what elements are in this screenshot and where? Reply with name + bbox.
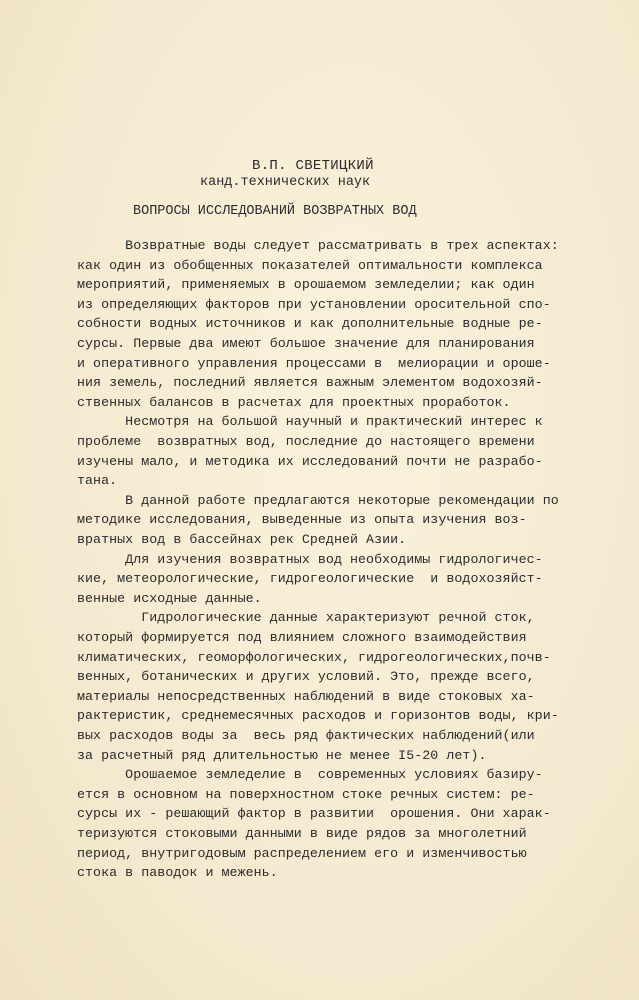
text-line: вых расходов воды за весь ряд фактических наблюдений(или [77,728,535,743]
text-line: из определяющих факторов при установлении оросительной спо- [77,296,551,312]
text-line: кие, метеорологические, гидрогеологические и водохозяйст- [77,571,543,587]
author-name: В.П. СВЕТИЦКИЙ [252,158,374,174]
text-line: ется в основном на поверхностном стоке речных систем: ре- [77,786,535,802]
text-line: сурсы. Первые два имеют большое значение для планирования [77,336,535,351]
text-line: собности водных источников и как дополнительные водные ре- [77,316,543,332]
text-line: как один из обобщенных показателей оптимальности комплекса [77,257,543,273]
text-line: Орошаемое земледелие в современных условиях базиру- [77,767,543,783]
text-line: климатических, геоморфологических, гидрогеологических,почв- [77,649,551,665]
text-line: который формируется под влиянием сложного взаимодействия [77,630,527,645]
text-line: Несмотря на большой научный и практический интерес к [77,414,543,430]
text-line: материалы непосредственных наблюдений в виде стоковых ха- [77,688,535,704]
text-line: венные исходные данные. [77,590,262,606]
document-title: ВОПРОСЫ ИССЛЕДОВАНИЙ ВОЗВРАТНЫХ ВОД [133,204,417,219]
text-line: проблеме возвратных вод, последние до настоящего времени [77,434,535,449]
text-line: рактеристик, среднемесячных расходов и горизонтов воды, кри- [77,708,559,724]
text-line: сурсы их - решающий фактор в развитии орошения. Они харак- [77,806,551,822]
text-line: Для изучения возвратных вод необходимы гидрологичес- [77,551,543,567]
text-line: и оперативного управления процессами в мелиорации и ороше- [77,355,551,371]
text-line: ния земель, последний является важным элементом водохозяй- [77,375,543,391]
text-line: вратных вод в бассейнах рек Средней Азии. [77,532,407,547]
text-line: Гидрологические данные характеризуют речной сток, [77,610,535,626]
author-degree: канд.технических наук [200,175,371,190]
text-line: венных, ботанических и других условий. Это, прежде всего, [77,669,535,685]
text-line: методике исследования, выведенные из опыта изучения воз- [77,512,527,528]
text-line: ственных балансов в расчетах для проектных проработок. [77,394,511,410]
text-line: мероприятий, применяемых в орошаемом земледелии; как один [77,277,535,293]
text-line: за расчетный ряд длительностью не менее I5-20 лет). [77,747,487,763]
text-line: теризуются стоковыми данными в виде рядов за многолетний [77,826,527,841]
text-line: изучены мало, и методика их исследований почти не разрабо- [77,453,543,469]
text-line: Возвратные воды следует рассматривать в трех аспектах: [77,238,559,253]
text-line: стока в паводок и межень. [77,865,278,881]
text-line: период, внутригодовым распределением его и изменчивостью [77,845,527,861]
text-line: тана. [77,473,118,489]
text-line: В данной работе предлагаются некоторые рекомендации по [77,492,559,508]
